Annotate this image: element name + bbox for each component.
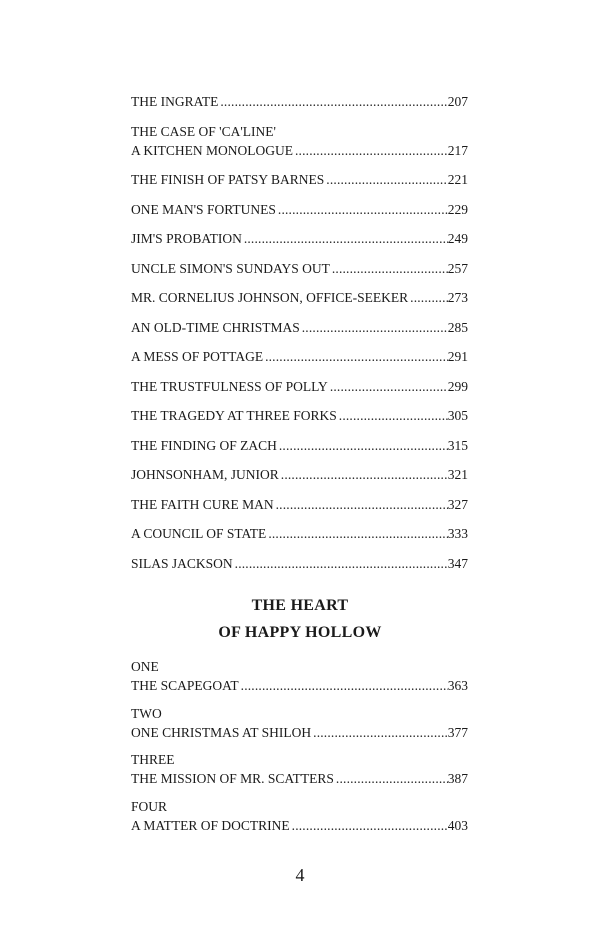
leader-dots [408,288,448,307]
entry-page: 387 [447,771,468,786]
entry-page: 315 [447,437,468,453]
leader-dots [263,347,448,366]
leader-dots [233,554,448,573]
leader-dots [328,377,448,396]
entry-title: THE INGRATE [131,94,219,109]
entry-title: JIM'S PROBATION [131,231,242,246]
entry-title: A KITCHEN MONOLOGUE [131,142,293,158]
toc-entry [131,406,468,425]
entry-page: 377 [447,724,468,740]
entry-title: THE TRUSTFULNESS OF POLLY [131,378,328,394]
leader-dots [334,769,448,788]
leader-dots [279,465,448,484]
toc-entry [131,436,468,455]
section-heading-line2: OF HAPPY HOLLOW [218,624,382,641]
entry-page: 257 [447,260,468,276]
toc-entry [131,704,468,742]
entry-page: 217 [447,142,468,158]
entry-page: 229 [447,201,468,217]
section-contents [131,657,468,843]
entry-title: THE TRAGEDY AT THREE FORKS [131,408,337,423]
toc-entry [131,657,468,695]
toc-entry [131,200,468,219]
leader-dots [293,141,448,160]
toc-entry [131,170,468,189]
entry-title: A MESS OF POTTAGE [131,349,264,364]
entry-page: 221 [447,172,468,187]
section-heading [0,592,600,646]
toc-entry [131,288,468,307]
table-of-contents [131,92,468,583]
entry-page: 363 [447,678,468,693]
entry-pretitle: THE CASE OF 'CA'LINE' [131,123,276,139]
entry-title: A MATTER OF DOCTRINE [131,817,290,833]
toc-entry [131,122,468,160]
entry-page: 273 [447,290,468,305]
leader-dots [290,816,448,835]
section-heading-line1: THE HEART [251,597,349,614]
entry-number: TWO [131,705,162,721]
toc-entry [131,229,468,248]
toc-entry [131,797,468,835]
leader-dots [277,436,448,455]
toc-entry [131,347,468,366]
entry-page: 305 [447,408,468,423]
entry-number: ONE [131,659,159,674]
toc-entry [131,554,468,573]
leader-dots [274,495,448,514]
entry-title: JOHNSONHAM, JUNIOR [131,467,279,482]
entry-title: AN OLD-TIME CHRISTMAS [131,319,300,335]
toc-entry [131,495,468,514]
entry-title: ONE MAN'S FORTUNES [131,201,276,217]
entry-title: THE FAITH CURE MAN [131,496,274,512]
entry-title: THE FINISH OF PATSY BARNES [131,172,325,187]
entry-page: 327 [447,496,468,512]
entry-title: ONE CHRISTMAS AT SHILOH [131,724,312,740]
entry-page: 285 [447,319,468,335]
toc-entry [131,750,468,788]
entry-page: 333 [447,526,468,541]
entry-page: 207 [447,94,468,109]
toc-entry [131,318,468,337]
leader-dots [330,259,448,278]
entry-title: THE SCAPEGOAT [131,678,239,693]
leader-dots [311,723,448,742]
entry-title: THE FINDING OF ZACH [131,437,277,453]
entry-page: 403 [447,817,468,833]
entry-page: 249 [447,231,468,246]
entry-page: 321 [447,467,468,482]
entry-page: 299 [447,378,468,394]
entry-title: THE MISSION OF MR. SCATTERS [131,771,334,786]
page-number: 4 [295,865,305,885]
toc-entry [131,259,468,278]
entry-page: 291 [447,349,468,364]
toc-entry [131,92,468,111]
toc-entry [131,377,468,396]
leader-dots [218,92,447,111]
entry-title: MR. CORNELIUS JOHNSON, OFFICE-SEEKER [131,290,409,305]
leader-dots [266,524,447,543]
toc-entry [131,524,468,543]
entry-title: A COUNCIL OF STATE [131,526,267,541]
entry-title: SILAS JACKSON [131,555,233,571]
entry-number: THREE [131,752,175,767]
leader-dots [242,229,448,248]
entry-number: FOUR [131,798,168,814]
leader-dots [300,318,448,337]
leader-dots [337,406,448,425]
leader-dots [239,676,448,695]
leader-dots [324,170,447,189]
leader-dots [276,200,448,219]
entry-title: UNCLE SIMON'S SUNDAYS OUT [131,260,330,276]
toc-entry [131,465,468,484]
entry-page: 347 [447,555,468,571]
